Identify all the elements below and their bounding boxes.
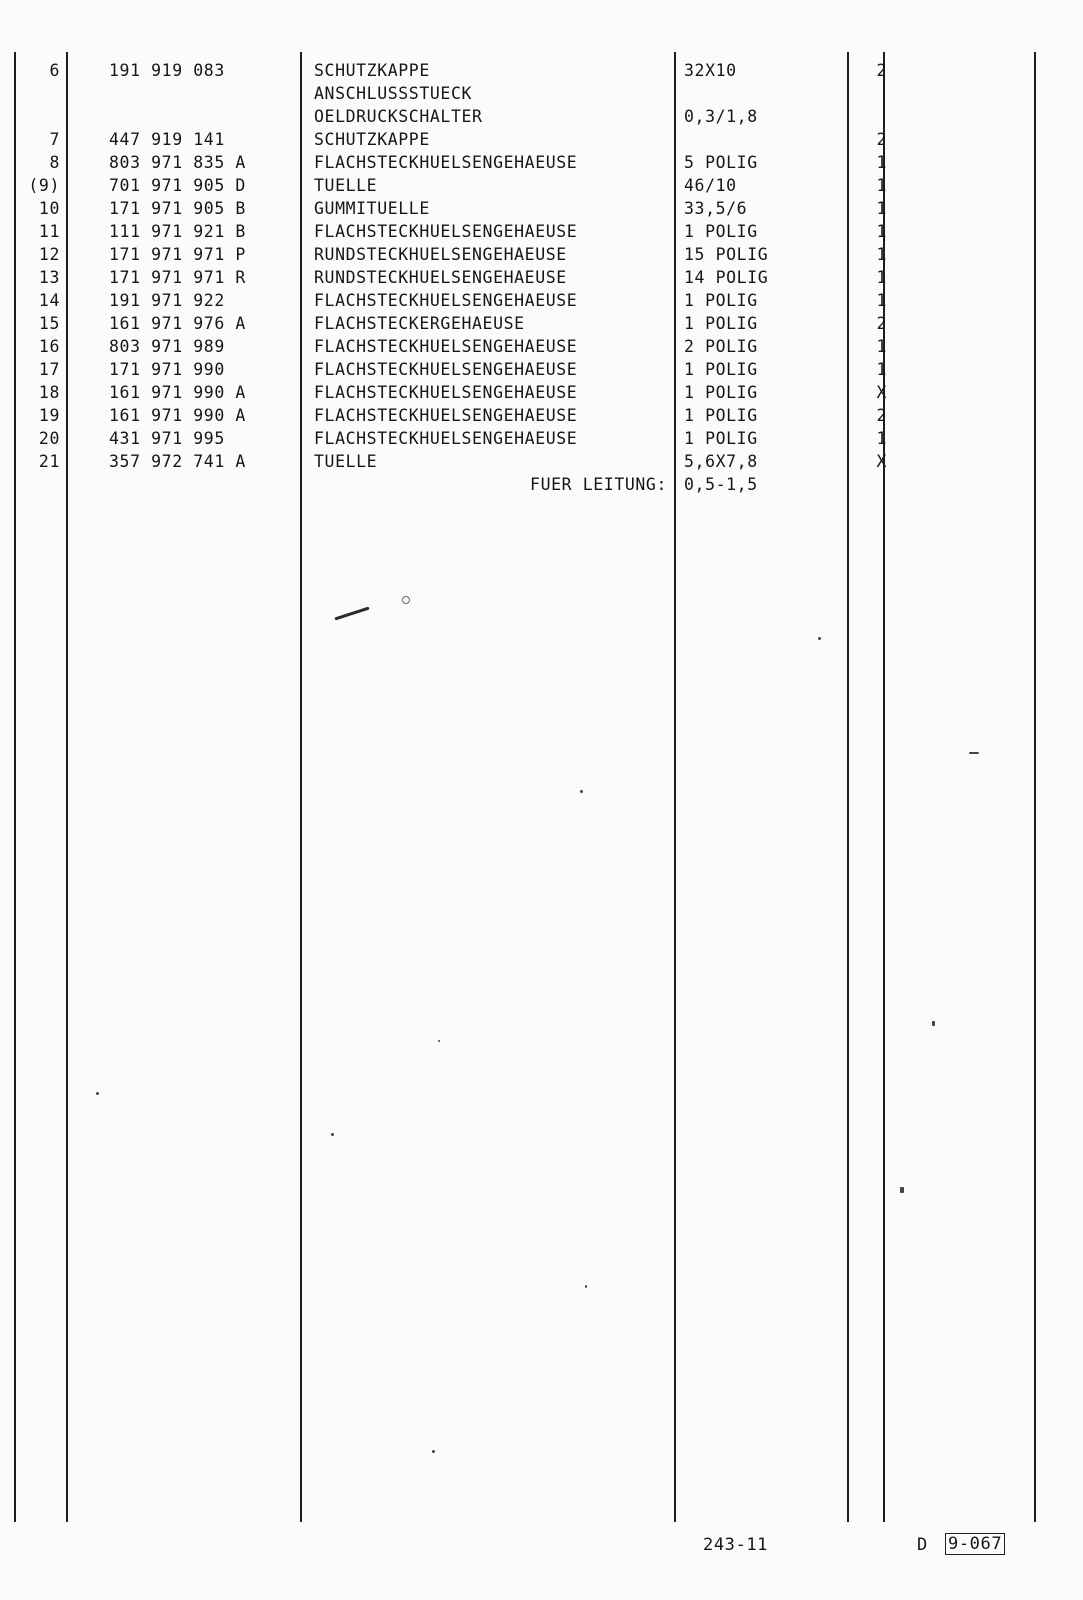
table-row <box>0 427 1083 450</box>
description-cell: FLACHSTECKHUELSENGEHAEUSE <box>314 429 578 448</box>
part-number-cell: 161 971 990 A <box>109 383 246 402</box>
description-cell: FLACHSTECKHUELSENGEHAEUSE <box>314 337 578 356</box>
spec-cell: 1 POLIG <box>684 360 758 379</box>
position-cell: 12 <box>38 245 60 264</box>
description-cell: ANSCHLUSSSTUECK <box>314 84 473 103</box>
quantity-cell: 1 <box>876 268 887 287</box>
table-row <box>0 335 1083 358</box>
table-row <box>0 266 1083 289</box>
spec-cell: 1 POLIG <box>684 291 758 310</box>
position-cell: 19 <box>38 406 60 425</box>
description-cell: TUELLE <box>314 176 378 195</box>
spec-cell: 33,5/6 <box>684 199 748 218</box>
table-row <box>0 151 1083 174</box>
table-row <box>0 105 1083 128</box>
quantity-cell: 1 <box>876 199 887 218</box>
description-cell: FLACHSTECKERGEHAEUSE <box>314 314 525 333</box>
quantity-cell: 1 <box>876 176 887 195</box>
scan-speck <box>438 1040 440 1042</box>
spec-cell: 1 POLIG <box>684 429 758 448</box>
description-cell: RUNDSTECKHUELSENGEHAEUSE <box>314 268 567 287</box>
conductor-note-label: FUER LEITUNG: <box>530 475 667 494</box>
spec-cell: 14 POLIG <box>684 268 769 287</box>
position-cell: 17 <box>38 360 60 379</box>
part-number-cell: 431 971 995 <box>109 429 225 448</box>
table-row <box>0 404 1083 427</box>
spec-cell: 15 POLIG <box>684 245 769 264</box>
spec-cell: 46/10 <box>684 176 737 195</box>
position-cell: 10 <box>38 199 60 218</box>
description-cell: FLACHSTECKHUELSENGEHAEUSE <box>314 360 578 379</box>
scan-speck <box>331 1133 334 1136</box>
quantity-cell: 1 <box>876 360 887 379</box>
quantity-cell: 2 <box>876 130 887 149</box>
description-cell: SCHUTZKAPPE <box>314 130 430 149</box>
part-number-cell: 803 971 989 <box>109 337 225 356</box>
part-number-cell: 161 971 990 A <box>109 406 246 425</box>
quantity-cell: X <box>876 452 887 471</box>
part-number-cell: 357 972 741 A <box>109 452 246 471</box>
description-cell: TUELLE <box>314 452 378 471</box>
table-row <box>0 220 1083 243</box>
table-row <box>0 197 1083 220</box>
scan-speck <box>334 607 369 621</box>
part-number-cell: 171 971 971 R <box>109 268 246 287</box>
scan-speck <box>580 790 583 793</box>
description-cell: GUMMITUELLE <box>314 199 430 218</box>
part-number-cell: 171 971 905 B <box>109 199 246 218</box>
quantity-cell: 2 <box>876 406 887 425</box>
description-cell: SCHUTZKAPPE <box>314 61 430 80</box>
position-cell: 11 <box>38 222 60 241</box>
scan-speck <box>932 1021 935 1026</box>
sheet-code-box: 9-067 <box>945 1533 1005 1555</box>
description-cell: FLACHSTECKHUELSENGEHAEUSE <box>314 383 578 402</box>
quantity-cell: 1 <box>876 153 887 172</box>
description-cell: FLACHSTECKHUELSENGEHAEUSE <box>314 291 578 310</box>
part-number-cell: 161 971 976 A <box>109 314 246 333</box>
description-cell: RUNDSTECKHUELSENGEHAEUSE <box>314 245 567 264</box>
table-row <box>0 128 1083 151</box>
quantity-cell: X <box>876 383 887 402</box>
quantity-cell: 1 <box>876 291 887 310</box>
table-row <box>0 82 1083 105</box>
table-row <box>0 450 1083 473</box>
revision-letter: D <box>917 1535 928 1555</box>
position-cell: 14 <box>38 291 60 310</box>
position-cell: 8 <box>49 153 60 172</box>
position-cell: 18 <box>38 383 60 402</box>
part-number-cell: 701 971 905 D <box>109 176 246 195</box>
position-cell: 21 <box>38 452 60 471</box>
part-number-cell: 171 971 990 <box>109 360 225 379</box>
table-row <box>0 174 1083 197</box>
spec-cell: 32X10 <box>684 61 737 80</box>
scan-speck <box>96 1092 99 1095</box>
scan-speck <box>900 1187 904 1193</box>
position-cell: 20 <box>38 429 60 448</box>
part-number-cell: 803 971 835 A <box>109 153 246 172</box>
spec-cell: 1 POLIG <box>684 406 758 425</box>
quantity-cell: 2 <box>876 61 887 80</box>
scan-speck <box>402 596 410 604</box>
position-cell: 13 <box>38 268 60 287</box>
spec-cell: 5 POLIG <box>684 153 758 172</box>
position-cell: 16 <box>38 337 60 356</box>
spec-cell: 2 POLIG <box>684 337 758 356</box>
table-row <box>0 312 1083 335</box>
part-number-cell: 191 919 083 <box>109 61 225 80</box>
position-cell: (9) <box>28 176 60 195</box>
quantity-cell: 1 <box>876 222 887 241</box>
quantity-cell: 1 <box>876 337 887 356</box>
spec-cell: 5,6X7,8 <box>684 452 758 471</box>
spec-cell: 1 POLIG <box>684 383 758 402</box>
quantity-cell: 1 <box>876 245 887 264</box>
scan-speck <box>969 752 979 754</box>
description-cell: FLACHSTECKHUELSENGEHAEUSE <box>314 153 578 172</box>
spec-cell: 1 POLIG <box>684 314 758 333</box>
scan-speck <box>432 1450 435 1453</box>
part-number-cell: 191 971 922 <box>109 291 225 310</box>
quantity-cell: 2 <box>876 314 887 333</box>
table-row <box>0 358 1083 381</box>
table-row <box>0 59 1083 82</box>
spec-cell: 1 POLIG <box>684 222 758 241</box>
part-number-cell: 171 971 971 P <box>109 245 246 264</box>
spec-cell: 0,3/1,8 <box>684 107 758 126</box>
quantity-cell: 1 <box>876 429 887 448</box>
description-cell: OELDRUCKSCHALTER <box>314 107 483 126</box>
scan-speck <box>818 637 821 640</box>
position-cell: 15 <box>38 314 60 333</box>
part-number-cell: 111 971 921 B <box>109 222 246 241</box>
description-cell: FLACHSTECKHUELSENGEHAEUSE <box>314 406 578 425</box>
part-number-cell: 447 919 141 <box>109 130 225 149</box>
position-cell: 6 <box>49 61 60 80</box>
scan-speck <box>585 1285 587 1288</box>
table-row <box>0 243 1083 266</box>
page-reference: 243-11 <box>703 1535 769 1555</box>
conductor-note-value: 0,5-1,5 <box>684 475 758 494</box>
description-cell: FLACHSTECKHUELSENGEHAEUSE <box>314 222 578 241</box>
table-row <box>0 289 1083 312</box>
table-row <box>0 381 1083 404</box>
position-cell: 7 <box>49 130 60 149</box>
